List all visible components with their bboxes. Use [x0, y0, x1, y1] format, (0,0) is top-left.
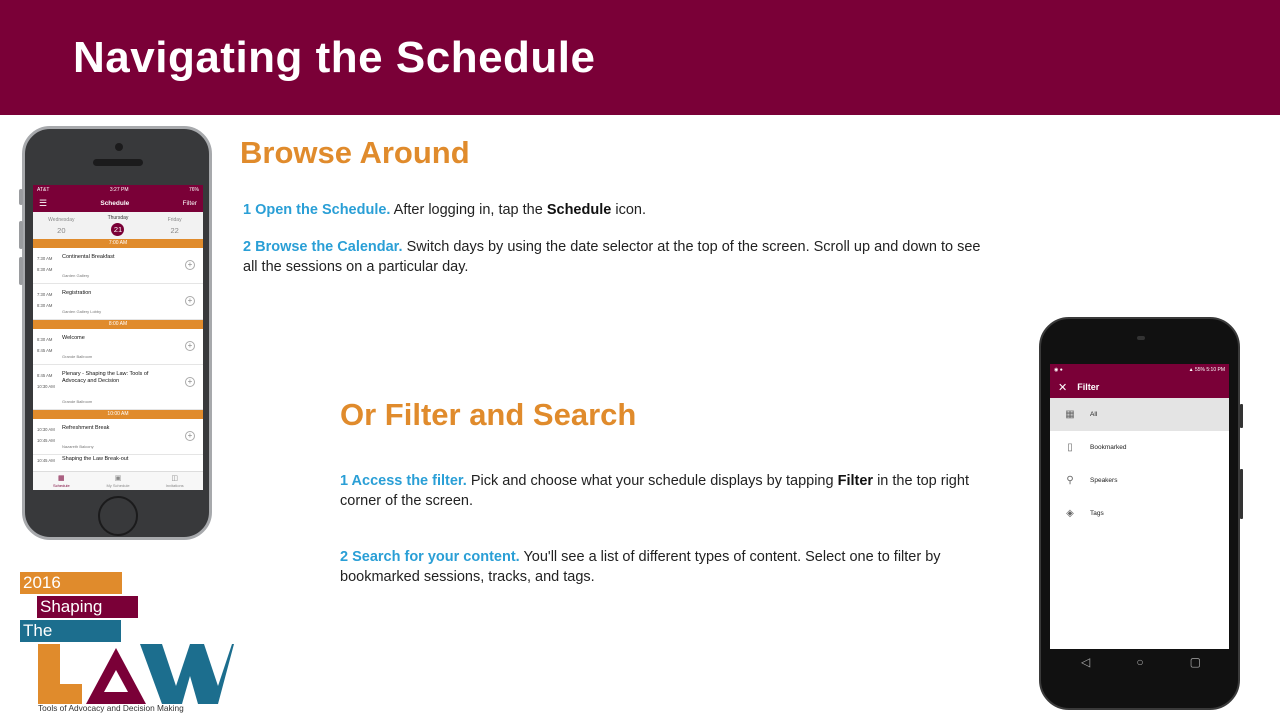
step-lead: 2 Browse the Calendar.	[243, 239, 403, 255]
start-time: 8:45 AM	[37, 373, 53, 378]
start-time: 8:30 AM	[37, 337, 53, 342]
session-name: Continental Breakfast	[62, 254, 115, 260]
step-bold: Schedule	[546, 202, 612, 218]
tab-schedule[interactable]	[33, 472, 90, 490]
phone-camera	[1137, 336, 1145, 340]
day-name: Friday	[167, 216, 182, 223]
session-location: Grande Ballroom	[62, 399, 93, 404]
logo-l-foot	[38, 684, 82, 704]
iphone-mockup	[22, 126, 212, 540]
start-time: 7:30 AM	[37, 256, 53, 261]
session-name: Shaping the Law Break-out	[62, 456, 129, 462]
tab-my-schedule[interactable]	[90, 472, 147, 490]
step-text: in the top right corner of the screen.	[340, 473, 969, 509]
add-icon[interactable]: +	[185, 341, 195, 351]
status-time: 3:27 PM	[109, 186, 129, 193]
step-text: Switch days by using the date selector at the top of the screen. Scroll up and down to see all the sessions on a particular day.	[243, 239, 981, 275]
my-schedule-icon: ▣	[114, 475, 122, 482]
start-time: 10:30 AM	[37, 427, 55, 432]
battery-level: 76%	[188, 186, 199, 193]
tab-label: Invitations	[165, 483, 184, 488]
home-icon[interactable]: ○	[1136, 655, 1144, 669]
shaping-the-law-logo	[20, 570, 240, 716]
session-row[interactable]	[33, 248, 203, 284]
end-time: 10:45 AM	[37, 438, 55, 443]
session-row[interactable]	[33, 455, 203, 461]
logo-word-shaping: Shaping	[37, 596, 138, 618]
time-band: 7:00 AM	[33, 239, 203, 248]
android-status-bar	[1050, 364, 1229, 376]
filter-option-tags[interactable]	[1050, 497, 1229, 530]
day-name: Thursday	[107, 215, 129, 221]
ios-nav-bar	[33, 194, 203, 212]
step-lead: 2 Search for your content.	[340, 549, 520, 565]
filter-heading: Or Filter and Search	[340, 397, 637, 432]
calendar-icon: ▦	[58, 475, 65, 482]
session-name: Registration	[62, 290, 92, 296]
phone-side-button	[1240, 404, 1243, 428]
session-location: Garden Gallery	[62, 273, 90, 278]
phone-side-button	[19, 221, 23, 249]
filter-option-label: All	[1090, 411, 1098, 418]
session-times	[37, 253, 52, 275]
home-button[interactable]	[98, 496, 138, 536]
logo-w-shape	[140, 644, 234, 704]
status-time: 5:10 PM	[1206, 367, 1225, 373]
recents-icon[interactable]: ▢	[1189, 655, 1201, 669]
inbox-icon: ◫	[171, 475, 178, 482]
signal-icon: ▲	[1188, 367, 1194, 373]
phone-speaker	[93, 159, 143, 166]
date-selector	[33, 212, 203, 239]
session-times	[37, 289, 52, 311]
add-icon[interactable]: +	[185, 431, 195, 441]
day-wednesday[interactable]	[46, 217, 76, 235]
session-location: Nazareth Balcony	[62, 444, 94, 449]
hamburger-icon[interactable]: ☰	[39, 197, 48, 208]
filter-button[interactable]: Filter	[182, 199, 197, 207]
back-icon[interactable]: ◁	[1081, 655, 1091, 669]
android-soft-keys	[1081, 655, 1201, 669]
step-text: You'll see a list of different types of content. Select one to filter by bookmarked sessions, tracks, and tags.	[340, 549, 941, 585]
filter-option-speakers[interactable]	[1050, 464, 1229, 497]
tab-label: My Schedule	[106, 483, 130, 488]
android-toolbar	[1050, 376, 1229, 398]
time-band: 10:00 AM	[33, 410, 203, 419]
session-name: Plenary - Shaping the Law: Tools of Advocacy and Decision	[62, 371, 149, 384]
session-times	[37, 455, 55, 466]
session-times	[37, 370, 55, 392]
end-time: 8:45 AM	[37, 348, 53, 353]
logo-word-the: The	[20, 620, 121, 642]
browse-heading: Browse Around	[240, 135, 470, 170]
end-time: 8:30 AM	[37, 267, 53, 272]
add-icon[interactable]: +	[185, 260, 195, 270]
status-right	[1189, 367, 1225, 373]
session-name: Refreshment Break	[62, 425, 110, 431]
logo-tagline: Tools of Advocacy and Decision Making	[38, 703, 184, 713]
ios-status-bar	[33, 185, 203, 194]
start-time: 7:30 AM	[37, 292, 53, 297]
end-time: 8:30 AM	[37, 303, 53, 308]
tab-invitations[interactable]	[146, 472, 203, 490]
step-lead: 1 Open the Schedule.	[243, 202, 391, 218]
bookmark-icon: ▯	[1067, 442, 1073, 453]
session-row[interactable]	[33, 329, 203, 365]
phone-side-button	[19, 189, 23, 205]
start-time: 10:45 AM	[37, 458, 55, 463]
calendar-icon: ▦	[1065, 409, 1075, 420]
ios-tab-bar	[33, 471, 203, 490]
phone-side-button	[19, 257, 23, 285]
session-times	[37, 424, 55, 446]
end-time: 10:30 AM	[37, 384, 55, 389]
session-location: Garden Gallery Lobby	[62, 309, 102, 314]
phone-camera	[115, 143, 123, 151]
add-icon[interactable]: +	[185, 377, 195, 387]
step-lead: 1 Access the filter.	[340, 473, 467, 489]
day-friday[interactable]	[160, 217, 190, 235]
phone-side-button	[1240, 469, 1243, 519]
session-row[interactable]	[33, 284, 203, 320]
day-number: 22	[170, 225, 179, 235]
notification-icons: ◉ ●	[1054, 367, 1063, 373]
step-text: Pick and choose what your schedule displays by tapping	[466, 473, 838, 489]
android-screen	[1050, 364, 1229, 649]
filter-option-label: Tags	[1090, 510, 1104, 517]
iphone-screen	[33, 185, 203, 490]
session-name: Welcome	[62, 335, 85, 341]
filter-step-2	[340, 547, 988, 587]
title-banner	[0, 0, 1280, 115]
android-mockup	[1039, 317, 1240, 710]
battery-level: 55%	[1194, 367, 1205, 373]
nav-title: Schedule	[100, 199, 130, 207]
add-icon[interactable]: +	[185, 296, 195, 306]
session-row[interactable]	[33, 419, 203, 455]
close-icon[interactable]: ✕	[1058, 381, 1068, 394]
filter-option-all[interactable]	[1050, 398, 1229, 431]
session-row[interactable]	[33, 365, 203, 410]
day-name: Wednesday	[48, 216, 75, 223]
toolbar-title: Filter	[1077, 382, 1100, 392]
session-times	[37, 334, 52, 356]
day-thursday[interactable]	[103, 215, 133, 236]
browse-step-2	[243, 237, 988, 277]
microphone-icon: ⚲	[1066, 475, 1074, 486]
tag-icon: ◈	[1066, 508, 1074, 519]
filter-step-1	[340, 471, 988, 511]
logo-year: 2016	[20, 572, 122, 594]
step-text: After logging in, tap the	[390, 202, 547, 218]
tab-label: Schedule	[52, 483, 70, 488]
browse-step-1	[243, 200, 988, 220]
filter-option-label: Bookmarked	[1090, 444, 1127, 451]
law-mark-icon	[20, 570, 240, 716]
step-bold: Filter	[837, 473, 874, 489]
step-text: icon.	[611, 202, 646, 218]
day-number: 20	[57, 225, 66, 235]
day-number: 21	[111, 223, 124, 236]
session-location: Grande Ballroom	[62, 354, 93, 359]
time-band: 8:00 AM	[33, 320, 203, 329]
carrier: AT&T	[37, 186, 50, 193]
filter-option-bookmarked[interactable]	[1050, 431, 1229, 464]
page-title: Navigating the Schedule	[73, 33, 596, 82]
filter-option-label: Speakers	[1090, 477, 1118, 484]
